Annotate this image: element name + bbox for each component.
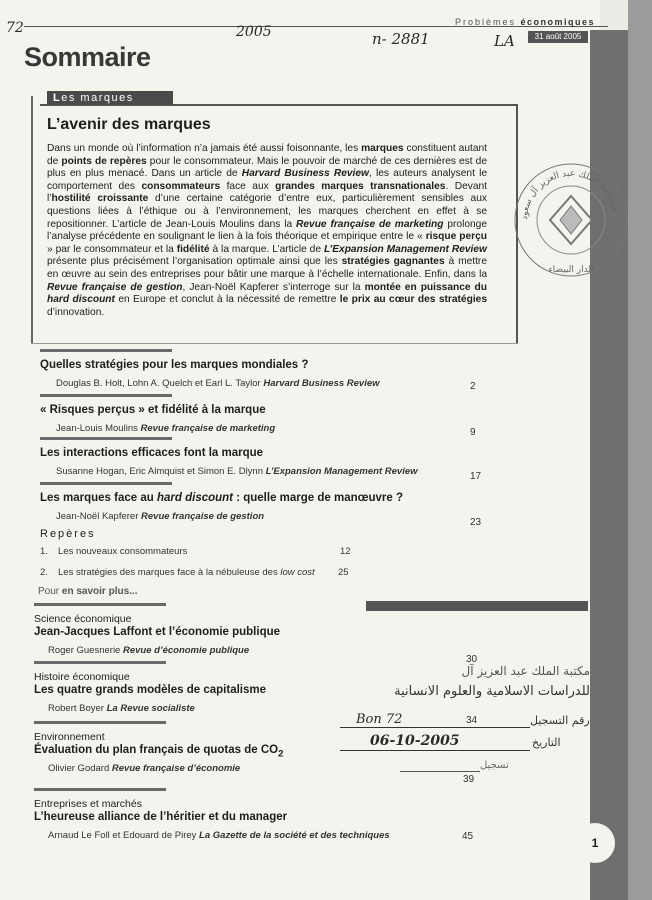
stamp-bottom-text: الدار البيضاء [548,265,594,275]
library-stamp-line1: مكتبة الملك عبد العزيز آل [461,664,590,678]
article-source: L’Expansion Management Review [265,466,418,477]
extra-page: 45 [462,831,474,842]
stamp-line [400,771,480,772]
extra-authors: Roger Guesnerie Revue d’économie publique [48,645,250,656]
reperes-text: Les stratégies des marques face à la nébuleuse des low cost [58,567,315,578]
issue-date: 31 août 2005 [528,31,588,43]
extra-category: Entreprises et marchés [34,798,142,810]
publication-name: Problèmes économiques [455,17,596,27]
separator-bar [34,721,166,724]
article-source: Revue française de gestion [141,511,265,522]
reperes-page: 12 [340,546,351,557]
separator-bar [40,394,172,397]
article-page: 17 [470,471,482,482]
handwritten-year: 2005 [236,24,272,40]
article-page: 23 [470,517,482,528]
section-label: Les marques [47,91,173,105]
article-page: 2 [470,381,476,392]
circular-stamp [512,152,630,288]
article-source: Revue française de marketing [140,423,276,434]
reperes-text: Les nouveaux consommateurs [58,546,188,557]
page-number: 1 [575,823,615,863]
separator-bar [34,661,166,664]
library-stamp-line2: للدراسات الاسلامية والعلوم الانسانية [394,684,590,699]
handwritten-note: 72 [6,20,24,36]
reg-label: رقم التسجيل [530,714,590,727]
decorative-bar [366,601,588,611]
handwritten-number: n- 2881 [372,30,430,48]
extra-authors: Arnaud Le Foll et Edouard de Pirey La Gazette de la société et des techniques [48,830,390,841]
extra-source: La Gazette de la société et des techniques [199,830,390,841]
article-page: 9 [470,427,476,438]
frame-line [31,96,33,344]
stamp-line [340,750,530,751]
article-authors: Douglas B. Holt, Lohn A. Quelch et Earl L. Taylor Harvard Business Review [56,378,380,389]
separator-bar [40,349,172,352]
lead-title: L’avenir des marques [47,116,211,133]
extra-category: Environnement [34,731,105,743]
extra-category: Science économique [34,613,132,625]
extra-page: 34 [466,715,478,726]
extra-title: L’heureuse alliance de l’héritier et du manager [34,811,288,823]
article-authors: Susanne Hogan, Eric Almquist et Simon E. Dlynn L’Expansion Management Review [56,466,418,477]
extra-page: 39 [463,774,475,785]
article-source: Harvard Business Review [263,378,380,389]
article-title: « Risques perçus » et fidélité à la marque [40,404,266,416]
extra-source: Revue d’économie publique [122,645,250,656]
reperes-num: 2. [40,567,48,578]
more-heading: Pour en savoir plus... [38,586,138,597]
handwritten-initials: LA [494,32,515,50]
extra-title: Les quatre grands modèles de capitalisme [34,684,266,696]
extra-source: La Revue socialiste [106,703,195,714]
separator-bar [40,437,172,440]
separator-bar [34,603,166,606]
lead-paragraph: Dans un monde où l’information n’a jamais été aussi foisonnante, les marques constituent autant de points de repères pour le consommateur. Mais le pouvoir de marché de ces dernières est de plus en plus menacé. Dans un article de Harvard Business Review, les auteurs analysent le comportement des consommateurs face aux grandes marques transnationales. Devant l’hostilité croissante d’une certaine catégorie d’entre eux, particulièrement sensibles aux questions liées à l’éthique ou à l’environnement, les marques cherchent en effet à se repositionner. L’article de Jean-Louis Moulins dans la Revue française de marketing prolonge l’analyse précédente en soulignant le lien à la fois théorique et empirique entre le « risque perçu » par le consommateur et la fidélité à la marque. L’article de L’Expansion Management Review présente plus précisément l’organisation optimale ainsi que les stratégies gagnantes à mettre en œuvre au sein des entreprises pour bâtir une marque à l’échelle internationale. Enfin, dans la Revue française de gestion, Jean-Noël Kapferer s’interroge sur la montée en puissance du hard discount en Europe et conclut à la nécessité de remettre le prix au cœur des stratégies d’innovation. [47,143,488,318]
article-title: Les interactions efficaces font la marque [40,447,264,459]
extra-authors: Olivier Godard Revue française d’économie [48,763,241,774]
sig-label: تسجيل [480,760,509,771]
extra-title: Jean-Jacques Laffont et l’économie publique [34,626,281,638]
article-title: Les marques face au hard discount : quelle marge de manœuvre ? [40,492,403,504]
extra-page: 30 [466,654,478,665]
extra-authors: Robert Boyer La Revue socialiste [48,703,195,714]
date-value: 06-10-2005 [370,733,460,749]
stamp-line [340,727,530,728]
page-title: Sommaire [24,42,151,72]
reperes-page: 25 [338,567,349,578]
article-authors: Jean-Louis Moulins Revue française de marketing [56,423,276,434]
extra-source: Revue française d’économie [111,763,241,774]
date-label: التاريخ [532,736,561,749]
reperes-title: Repères [40,528,96,540]
page-edge-shadow-outer [628,0,652,900]
stamp-circle-text: مؤسسة الملك عبد العزيز آل سعود [519,168,622,221]
extra-category: Histoire économique [34,671,130,683]
article-title: Quelles stratégies pour les marques mondiales ? [40,359,309,371]
reperes-num: 1. [40,546,48,557]
article-authors: Jean-Noël Kapferer Revue française de gestion [56,511,265,522]
separator-bar [34,788,166,791]
frame-line [31,343,518,344]
reg-value: Bon 72 [356,712,403,727]
separator-bar [40,482,172,485]
extra-title: Évaluation du plan français de quotas de $CO_2$ [34,744,284,760]
